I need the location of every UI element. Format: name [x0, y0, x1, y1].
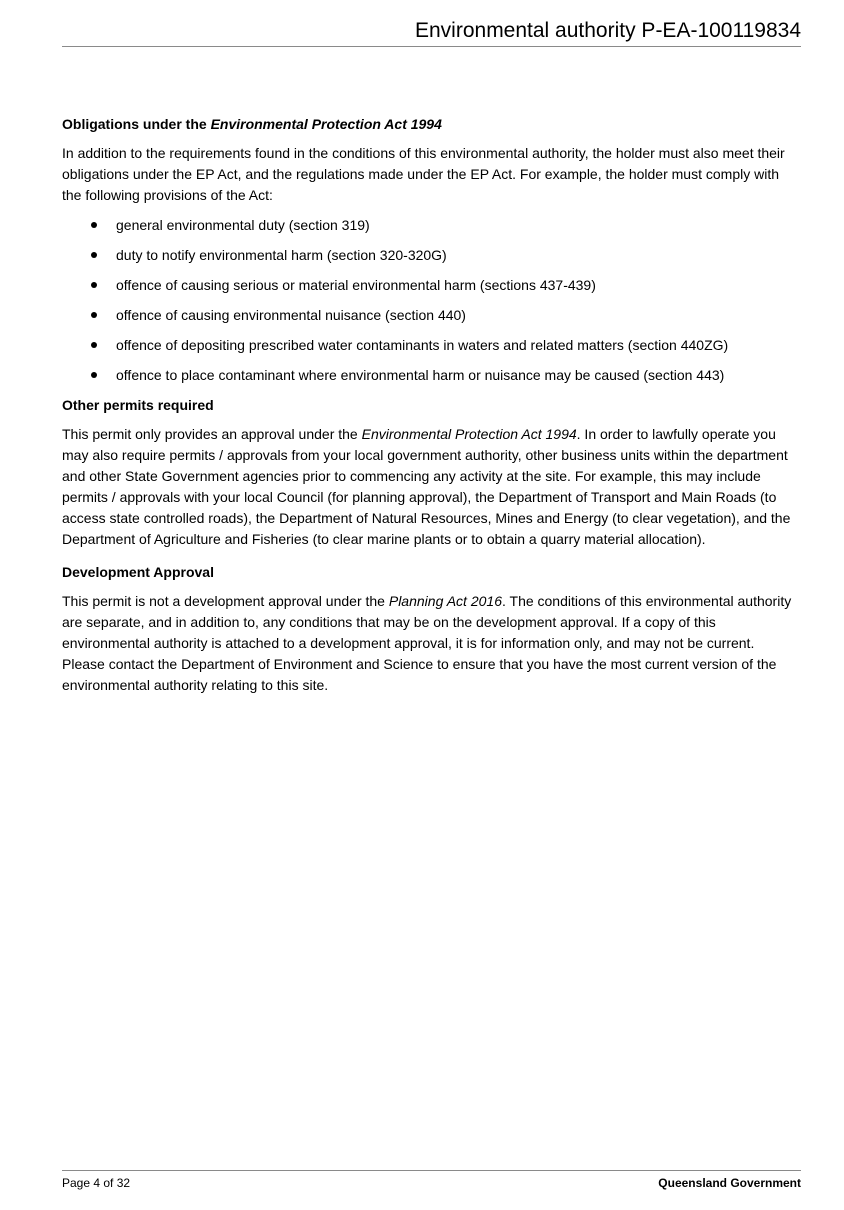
other-permits-section: [62, 395, 801, 550]
obligations-section: [62, 114, 801, 386]
page-footer: [62, 1170, 801, 1193]
development-approval-section: [62, 562, 801, 696]
development-approval-text-start: This permit is not a development approval under the: [62, 593, 389, 609]
list-item: offence of depositing prescribed water contaminants in waters and related matters (section 440ZG): [62, 335, 801, 356]
other-permits-act-title: Environmental Protection Act 1994: [361, 426, 577, 442]
organization-name: Queensland Government: [658, 1176, 801, 1190]
list-item: offence of causing environmental nuisance (section 440): [62, 305, 801, 326]
development-approval-act-title: Planning Act 2016: [388, 593, 502, 609]
obligations-heading: [62, 114, 801, 134]
other-permits-heading: Other permits required: [62, 397, 214, 413]
page-header: [62, 20, 801, 47]
document-title: Environmental authority P-EA-100119834: [414, 19, 801, 42]
list-item: duty to notify environmental harm (section 320-320G): [62, 245, 801, 266]
other-permits-text-start: This permit only provides an approval under the: [62, 426, 362, 442]
other-permits-text-end: . In order to lawfully operate you may also require permits / approvals from your local government authority, other business units within the department and other State Government agencies prior to commencing any activity at the site. For example, this may include permits / approvals with your local Council (for planning approval), the Department of Transport and Main Roads (to access state controlled roads), the Department of Natural Resources, Mines and Energy (to clear vegetation), and the Department of Agriculture and Fisheries (to clear marine plants or to obtain a quarry material allocation).: [62, 426, 791, 547]
page-number: Page 4 of 32: [62, 1176, 131, 1190]
list-item: offence of causing serious or material environmental harm (sections 437-439): [62, 275, 801, 296]
obligations-heading-prefix: Obligations under the: [62, 116, 211, 132]
development-approval-heading: Development Approval: [62, 564, 214, 580]
other-permits-text: [62, 424, 801, 550]
obligations-list: [62, 215, 801, 386]
obligations-heading-act: Environmental Protection Act 1994: [210, 116, 442, 132]
development-approval-text: [62, 591, 801, 696]
development-approval-text-end: . The conditions of this environmental authority are separate, and in addition to, any conditions that may be on the development approval. If a copy of this environmental authority is attached to a development approval, it is for information only, and may not be current. Please contact the Department of Environment and Science to ensure that you have the most current version of the environmental authority relating to this site.: [62, 593, 792, 693]
obligations-intro: In addition to the requirements found in the conditions of this environmental authority, the holder must also meet their obligations under the EP Act, and the regulations made under the EP Act. For example, the holder must comply with the following provisions of the Act:: [62, 145, 785, 203]
list-item: offence to place contaminant where environmental harm or nuisance may be caused (section 443): [62, 365, 801, 386]
list-item: general environmental duty (section 319): [62, 215, 801, 236]
document-body: [62, 114, 801, 696]
